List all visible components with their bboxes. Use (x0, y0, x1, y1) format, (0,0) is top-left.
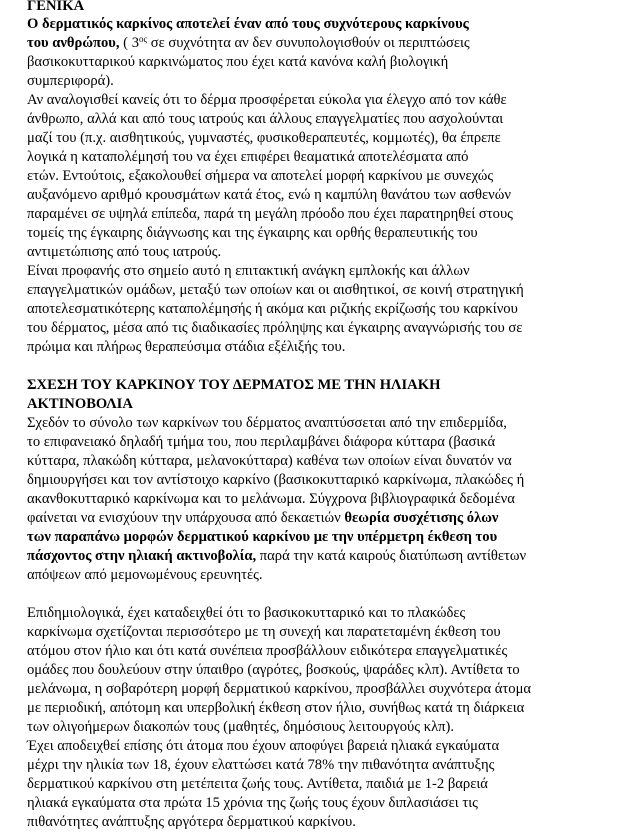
paragraph-line: το επιφανειακό δηλαδή τμήμα του, που περιλαμβάνει διάφορα κύτταρα (βασικά (27, 434, 496, 450)
paragraph-line: Σχεδόν το σύνολο των καρκίνων του δέρματος αναπτύσσεται από την επιδερμίδα, (27, 415, 507, 431)
paragraph-line: άνθρωπο, αλλά και από τους ιατρούς και άλλους επαγγελματίες που ασχολούνται (27, 111, 504, 127)
paragraph-line: αυξανόμενο αριθμό κρουσμάτων κατά έτος, ενώ η καμπύλη θανάτου των ασθενών (27, 187, 511, 203)
paragraph-line: Έχει αποδειχθεί επίσης ότι άτομα που έχουν αποφύγει βαρειά ηλιακά εγκαύματα (27, 738, 500, 754)
paragraph-line: απόψεων από μεμονωμένους ερευνητές. (27, 567, 263, 583)
paragraph-line: Αν αναλογισθεί κανείς ότι το δέρμα προσφέρεται εύκολα για έλεγχο από τον κάθε (27, 92, 507, 108)
paragraph-line: του δέρματος, μέσα από τις διαδικασίες πρόληψης και έγκαιρης αναγνώρισής του σε (27, 320, 523, 336)
paragraph-line: ακανθοκυτταρικό καρκίνωμα και το μελάνωμα. Σύγχρονα βιβλιογραφικά δεδομένα (27, 491, 515, 507)
paragraph-line: επαγγελματικών ομάδων, μεταξύ των οποίων και οι αισθητικοί, σε κοινή στρατηγική (27, 282, 524, 298)
paragraph-line: των παραπάνω μορφών δερματικού καρκίνου με την υπέρμετρη έκθεση του (27, 529, 498, 545)
paragraph-line: πρώιμα και πλήρως θεραπεύσιμα στάδια εξέλιξής του. (27, 339, 346, 355)
paragraph-line: ηλιακά εγκαύματα στα πρώτα 15 χρόνια της ζωής τους έχουν διπλασιάσει τις (27, 795, 478, 811)
paragraph-line: πιθανότητες ανάπτυξης αργότερα δερματικού καρκίνου. (27, 814, 356, 830)
paragraph-line: Επιδημιολογικά, έχει καταδειχθεί ότι το βασικοκυτταρικό και το πλακώδες (27, 605, 466, 621)
paragraph-line: μέχρι την ηλικία των 18, έχουν ελαττώσει κατά 78% την πιθανότητα ανάπτυξης (27, 757, 495, 773)
section-heading-relation: ΑΚΤΙΝΟΒΟΛΙΑ (27, 396, 133, 412)
intro-line: συμπεριφορά). (27, 73, 114, 89)
paragraph-line: μελάνωμα, η σοβαρότερη μορφή δερματικού καρκίνου, προσβάλλει συχνότερα άτομα (27, 681, 532, 697)
intro-line: βασικοκυτταρικού καρκινώματος που έχει κατά κανόνα καλή βιολογική (27, 54, 449, 70)
intro-line: του ανθρώπου, ( $3^{o\varsigma}$ σε συχνότητα αν δεν συνυπολογισθούν οι περιπτώσεις (27, 34, 470, 51)
paragraph-line: ετών. Εντούτοις, εξακολουθεί σήμερα να αποτελεί μορφή καρκίνου με συνεχώς (27, 168, 494, 184)
section-heading-general: ΓΕΝΙΚΑ (27, 0, 85, 14)
paragraph-line: καρκίνωμα σχετίζονται περισσότερο με τη συνεχή και παρατεταμένη έκθεση του (27, 624, 501, 640)
paragraph-line: φαίνεται να ενισχύουν την υπάρχουσα από δεκαετιών θεωρία συσχέτισης όλων (27, 510, 499, 526)
paragraph-line: με περιοδική, απότομη και υπερβολική έκθεση στον ήλιο, συνήθως κατά τη διάρκεια (27, 700, 525, 716)
intro-line: Ο δερματικός καρκίνος αποτελεί έναν από τους συχνότερους καρκίνους (27, 16, 469, 32)
paragraph-line: μαζί του (π.χ. αισθητικούς, γυμναστές, φυσικοθεραπευτές, κομμωτές), θα έπρεπε (27, 130, 501, 146)
paragraph-line: πάσχοντος στην ηλιακή ακτινοβολία, παρά την κατά καιρούς διατύπωση αντίθετων (27, 548, 527, 564)
section-heading-relation: ΣΧΕΣΗ ΤΟΥ ΚΑΡΚΙΝΟΥ ΤΟΥ ΔΕΡΜΑΤΟΣ ΜΕ ΤΗΝ ΗΛΙΑΚΗ (27, 377, 441, 393)
paragraph-line: αποτελεσματικότερης καταπολέμησής ή ακόμα και ριζικής εκρίζωσής του καρκίνου (27, 301, 518, 317)
paragraph-line: των ολιγοήμερων διακοπών τους (μαθητές, δημόσιους λειτουργούς κλπ). (27, 719, 455, 735)
paragraph-line: κύτταρα, πλακώδη κύτταρα, μελανοκύτταρα) καθένα των οποίων είναι δυνατόν να (27, 453, 512, 469)
paragraph-line: παραμένει σε υψηλά επίπεδα, παρά τη μεγάλη πρόοδο που έχει παρατηρηθεί στους (27, 206, 513, 222)
paragraph-line: ατόμου στον ήλιο και ότι κατά συνέπεια προσβάλλουν ειδικότερα επαγγελματικές (27, 643, 508, 659)
paragraph-line: δερματικού καρκίνου στη μετέπειτα ζωής τους. Αντίθετα, παιδιά με 1-2 βαρειά (27, 776, 488, 792)
paragraph-line: δημιουργήσει και τον αντίστοιχο καρκίνο (βασικοκυτταρικό καρκίνωμα, πλακώδες ή (27, 472, 525, 488)
paragraph-line: ομάδες που δουλεύουν στην ύπαιθρο (αγρότες, βοσκούς, ψαράδες κλπ). Αντίθετα το (27, 662, 520, 678)
paragraph-line: αντιμετώπισης από τους ιατρούς. (27, 244, 222, 260)
paragraph-line: λογικά η καταπολέμησή του να έχει επιφέρει θεαματικά αποτελέσματα από (27, 149, 469, 165)
paragraph-line: τομείς της έγκαιρης διάγνωσης και της έγκαιρης και ορθής θεραπευτικής του (27, 225, 478, 241)
paragraph-line: Είναι προφανής στο σημείο αυτό η επιτακτική ανάγκη εμπλοκής και άλλων (27, 263, 470, 279)
